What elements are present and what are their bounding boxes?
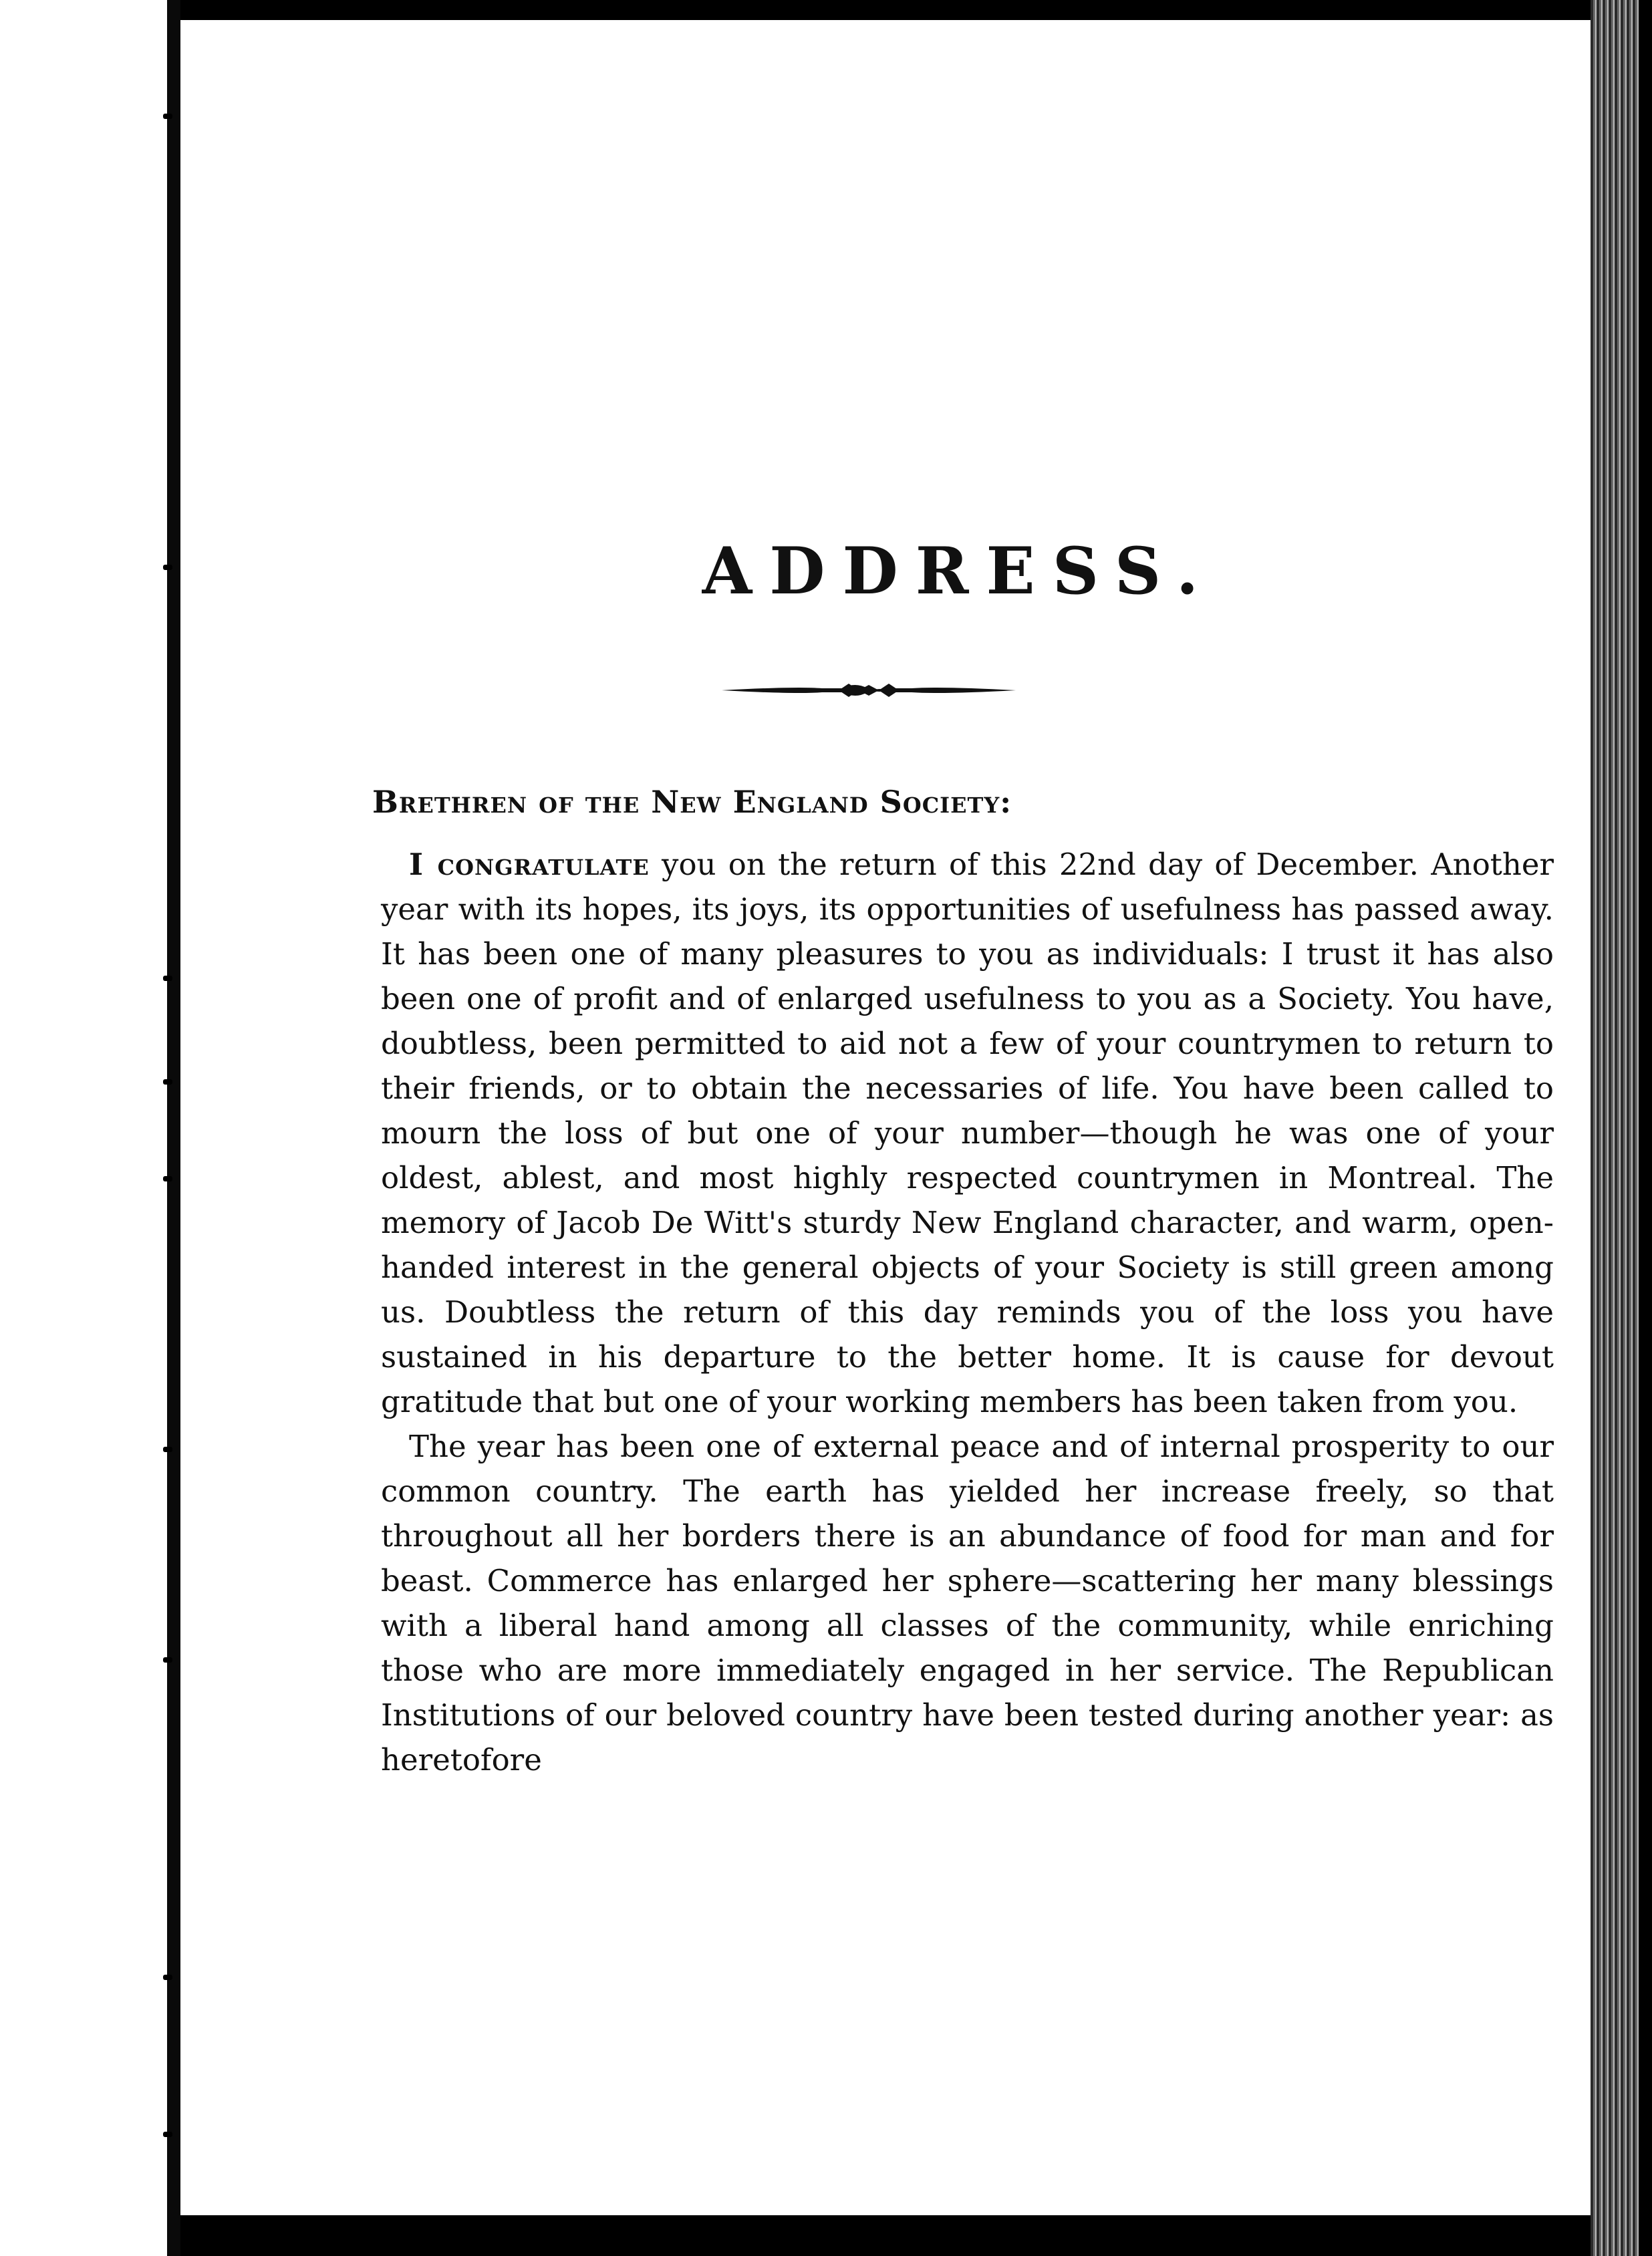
title-ornament-rule [722,674,1016,707]
paragraph-2 [381,1424,1554,1782]
stitch-mark [163,1975,172,1980]
stitch-mark [163,1176,172,1181]
paragraph-text: you on the return of this 22nd day of December. Another year with its hopes, its joys, its opportunities of usefulness has passed away. It has been one of many pleasures to you as individuals: I trust it has also been one of profit and of enlarged usefulness to you as a Society. You have, doubtless, been permitted to aid not a few of your countrymen to return to their friends, or to obtain the necessaries of life. You have been called to mourn the loss of but one of your number—though he was one of your oldest, ablest, and most highly respected countrymen in Montreal. The memory of Jacob De Witt's sturdy New England character, and warm, open-handed interest in the general objects of your Society is still green among us. Doubtless the return of this day reminds you of the loss you have sustained in his departure to the better home. It is cause for devout gratitude that but one of your working members has been taken from you. [381,847,1554,1419]
stitch-mark [163,2132,172,2137]
scan-border [1639,0,1652,2256]
salutation-heading: Brethren of the New England Society: [372,784,1012,820]
paragraph-1 [381,842,1554,1424]
address-body [381,842,1554,1782]
page-title: ADDRESS. [702,533,1216,609]
stitch-mark [163,1657,172,1663]
stitch-mark [163,1447,172,1452]
paragraph-text: The year has been one of external peace and of internal prosperity to our common country. The earth has yielded her increase freely, so that throughout all her borders there is an abundance of food for man and for beast. Commerce has enlarged her sphere—scattering her many blessings with a liberal hand among all classes of the community, while enriching those who are more immediately engaged in her service. The Republican Institutions of our beloved country have been tested during another year: as heretofore [381,1429,1554,1778]
stitch-mark [163,976,172,981]
facing-page-edge [0,0,167,2256]
book-gutter [167,0,180,2256]
stitch-mark [163,114,172,119]
stitch-mark [163,565,172,570]
paragraph-lead-words: I congratulate [409,847,650,882]
stitch-mark [163,1079,172,1085]
book-page [180,20,1591,2215]
